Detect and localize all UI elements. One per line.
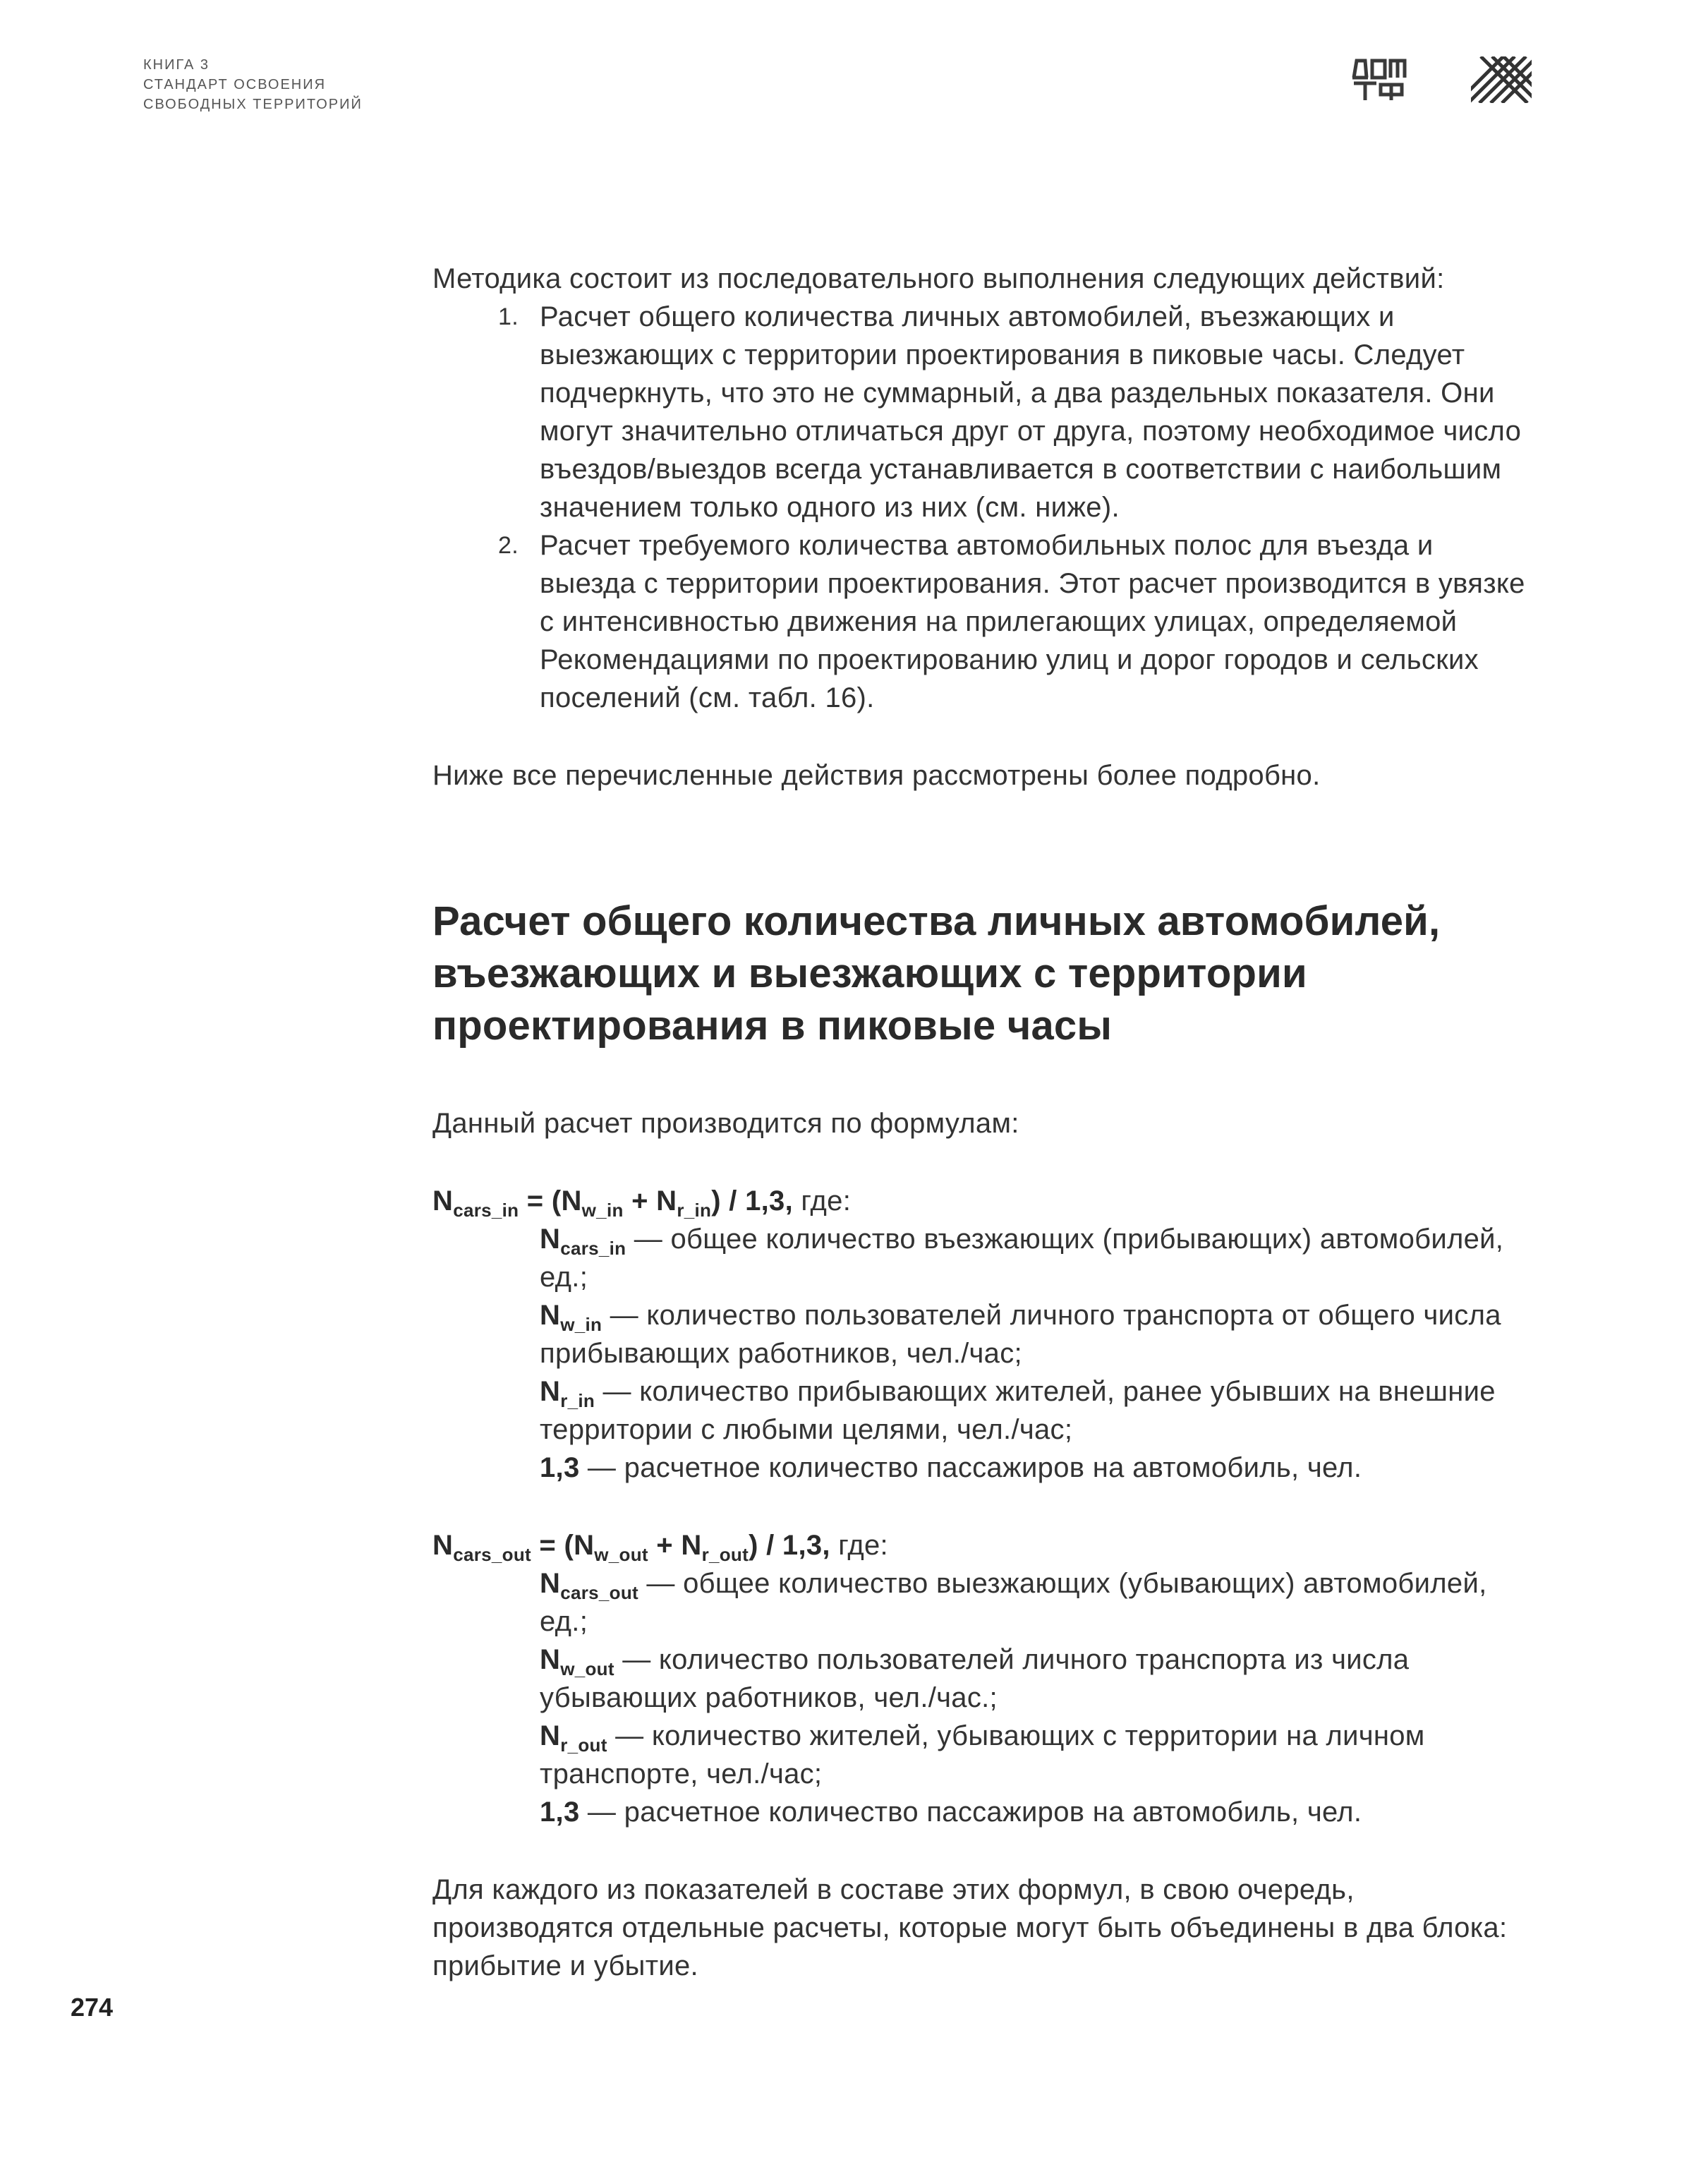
list-item — [432, 298, 1533, 526]
definition-item: $N_{w\_in}$ — количество пользователей личного транспорта от общего числа прибывающих работников, чел./час; — [540, 1300, 1501, 1369]
definition-item: 1,3 — расчетное количество пассажиров на автомобиль, чел. — [540, 1452, 1362, 1483]
running-head — [143, 55, 363, 114]
summary-paragraph: Ниже все перечисленные действия рассмотрены более подробно. — [432, 760, 1321, 791]
definition-item: $N_{w\_out}$ — количество пользователей личного транспорта из числа убывающих работников, чел./час.; — [540, 1644, 1410, 1713]
dom-rf-logo-icon — [1351, 56, 1407, 103]
formula-in-definitions — [432, 1220, 1533, 1487]
list-item-text: Расчет требуемого количества автомобильных полос для въезда и выезда с территории проектирования. Этот расчет производится в увязке с интенсивностью движения на прилегающих улицах, определяемой Рекомендациями по проектированию улиц и дорог городов и сельских поселений (см. табл. 16). — [540, 530, 1525, 713]
definition-item: $N_{cars\_out}$ — общее количество выезжающих (убывающих) автомобилей, ед.; — [540, 1568, 1487, 1637]
running-head-title-1: СТАНДАРТ ОСВОЕНИЯ — [143, 77, 327, 92]
list-item — [432, 526, 1533, 717]
page-content — [432, 260, 1533, 1985]
formulas-intro: Данный расчет производится по формулам: — [432, 1108, 1019, 1139]
list-item-text: Расчет общего количества личных автомобилей, въезжающих и выезжающих с территории проектирования в пиковые часы. Следует подчеркнуть, что это не суммарный, а два раздельных показателя. Они могут значительно отличаться друг от друга, поэтому необходимое число въездов/выездов всегда устанавливается в соответствии с наибольшим значением только одного из них (см. ниже). — [540, 301, 1522, 523]
formula-out: $N_{cars\_out} = (N_{w\_out} + N_{r\_out}) / 1,3$, где: — [432, 1530, 888, 1565]
definition-item: $N_{r\_in}$ — количество прибывающих жителей, ранее убывших на внешние территории с любыми целями, чел./час; — [540, 1376, 1496, 1445]
formula-in-block — [432, 1182, 1533, 1487]
running-head-title-2: СВОБОДНЫХ ТЕРРИТОРИЙ — [143, 97, 363, 112]
page-number: 274 — [71, 1993, 114, 2022]
list-number: 1. — [498, 303, 519, 330]
definition-item: 1,3 — расчетное количество пассажиров на автомобиль, чел. — [540, 1797, 1362, 1828]
diagonal-pattern-logo-icon — [1471, 56, 1532, 103]
section-heading: Расчет общего количества личных автомобилей, въезжающих и выезжающих с территории проектирования в пиковые часы — [432, 898, 1441, 1049]
list-number: 2. — [498, 532, 519, 559]
lead-paragraph: Методика состоит из последовательного выполнения следующих действий: — [432, 263, 1445, 294]
definition-item: $N_{r\_out}$ — количество жителей, убывающих с территории на личном транспорте, чел./час; — [540, 1720, 1425, 1789]
running-head-book: КНИГА 3 — [143, 57, 210, 73]
definition-item: $N_{cars\_in}$ — общее количество въезжающих (прибывающих) автомобилей, ед.; — [540, 1224, 1504, 1293]
formula-out-definitions — [432, 1564, 1533, 1831]
formula-out-block — [432, 1526, 1533, 1831]
steps-list — [432, 298, 1533, 717]
closing-paragraph: Для каждого из показателей в составе этих формул, в свою очередь, производятся отдельные расчеты, которые могут быть объединены в два блока: прибытие и убытие. — [432, 1874, 1508, 1981]
formula-in: $N_{cars\_in} = (N_{w\_in} + N_{r\_in}) / 1,3$, где: — [432, 1185, 852, 1221]
